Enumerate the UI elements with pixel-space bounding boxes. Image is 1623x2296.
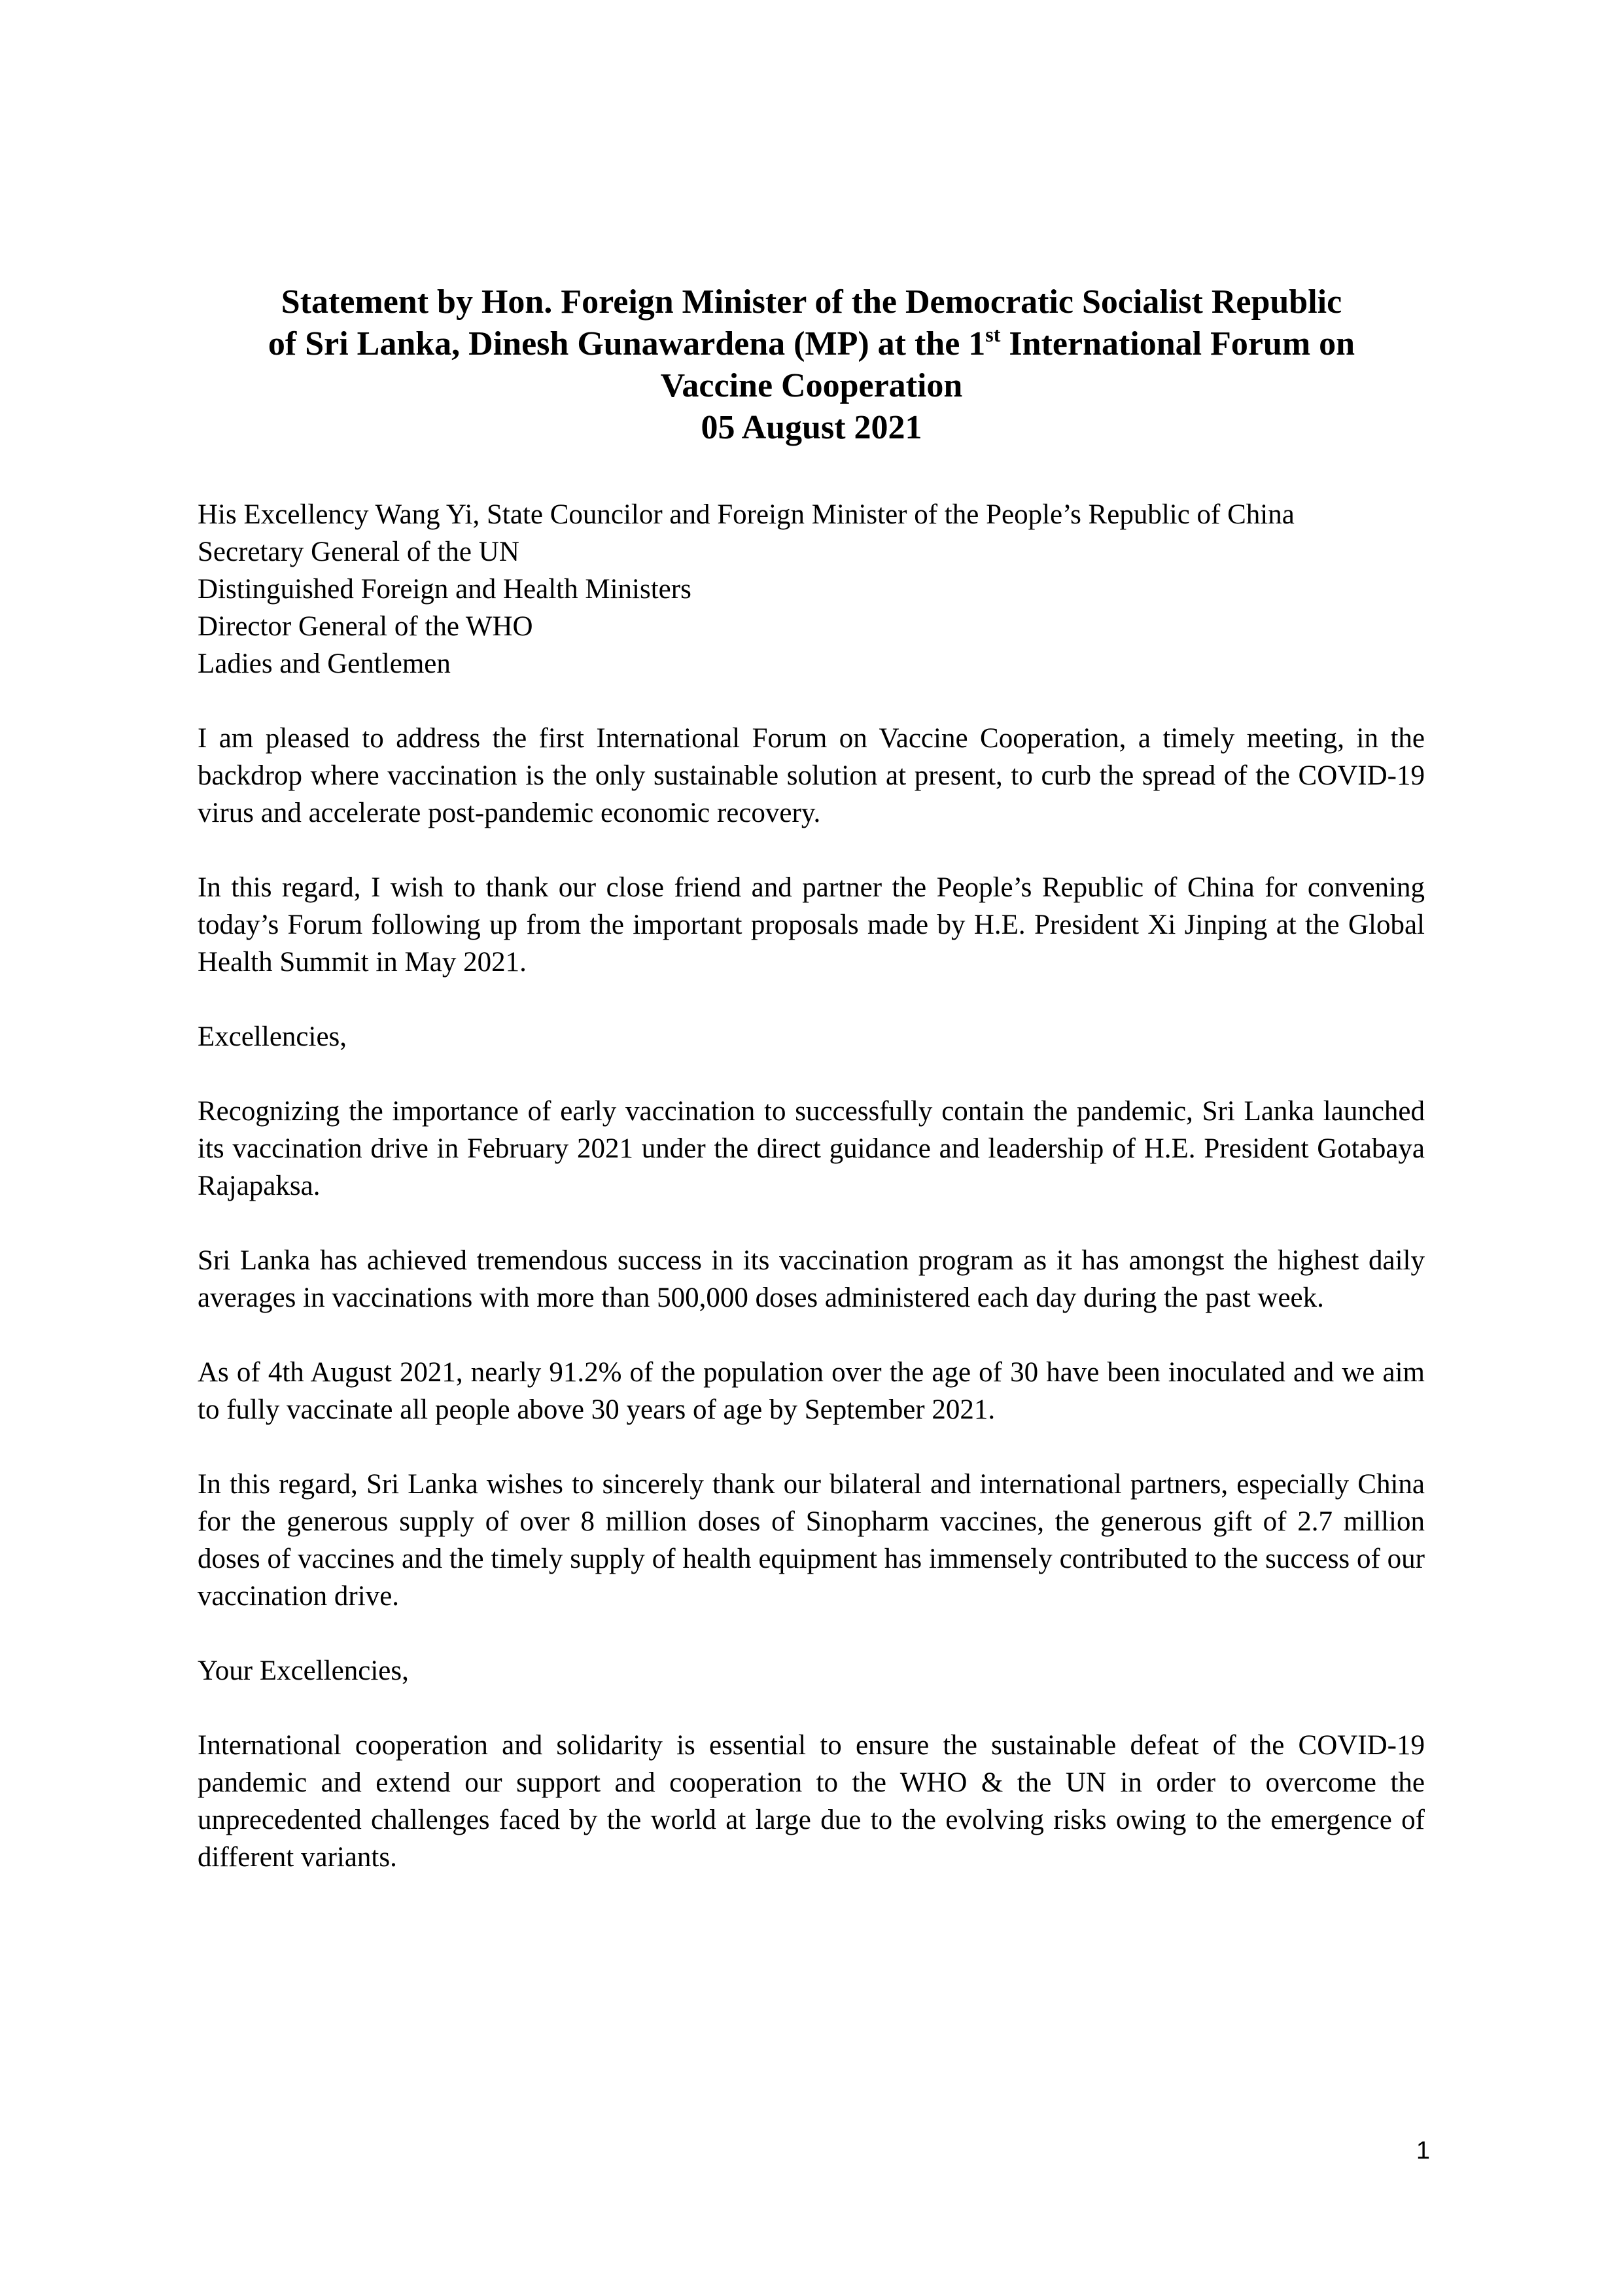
salutation-line: His Excellency Wang Yi, State Councilor and Foreign Minister of the People’s Republic of China xyxy=(198,499,1295,530)
paragraph-vaccination-success: Sri Lanka has achieved tremendous success in its vaccination program as it has amongst the highest daily averages in vaccinations with more than 500,000 doses administered each day during the past week. xyxy=(198,1245,1425,1313)
paragraph-vaccination-coverage: As of 4th August 2021, nearly 91.2% of the population over the age of 30 have been inoculated and we aim to fully vaccinate all people above 30 years of age by September 2021. xyxy=(198,1357,1425,1425)
paragraph-international-cooperation: International cooperation and solidarity is essential to ensure the sustainable defeat of the COVID-19 pandemic and extend our support and cooperation to the WHO & the UN in order to overcome the unprecedented challenges faced by the world at large due to the evolving risks owing to the emergence of different variants. xyxy=(198,1730,1425,1873)
page-number: 1 xyxy=(1416,2137,1430,2164)
salutation-line: Ladies and Gentlemen xyxy=(198,648,451,679)
title-line-2-start: of Sri Lanka, Dinesh Gunawardena (MP) at the 1 xyxy=(268,325,986,362)
paragraph-thanks-china: In this regard, I wish to thank our close friend and partner the People’s Republic of China for convening today’s Forum following up from the important proposals made by H.E. President Xi Jinping at the Global Health Summit in May 2021. xyxy=(198,872,1425,978)
paragraph-opening: I am pleased to address the first International Forum on Vaccine Cooperation, a timely meeting, in the backdrop where vaccination is the only sustainable solution at present, to curb the spread of the COVID-19 virus and accelerate post-pandemic economic recovery. xyxy=(198,723,1425,828)
title-line-2 xyxy=(164,323,1459,365)
address-excellencies: Excellencies, xyxy=(198,1021,347,1052)
statement-date: 05 August 2021 xyxy=(701,409,922,446)
title-line-2-end: International Forum on xyxy=(1000,325,1355,362)
paragraph-vaccination-drive: Recognizing the importance of early vaccination to successfully contain the pandemic, Sri Lanka launched its vaccination drive in February 2021 under the direct guidance and leadership of H.E. President Gotabaya Rajapaksa. xyxy=(198,1096,1425,1201)
salutation-line: Distinguished Foreign and Health Ministers xyxy=(198,574,691,605)
ordinal-suffix: st xyxy=(985,323,1001,346)
statement-title xyxy=(164,281,1459,449)
salutation-line: Secretary General of the UN xyxy=(198,537,519,567)
address-your-excellencies: Your Excellencies, xyxy=(198,1655,409,1686)
title-line-3: Vaccine Cooperation xyxy=(660,367,963,404)
title-line-1: Statement by Hon. Foreign Minister of the Democratic Socialist Republic xyxy=(281,283,1342,321)
paragraph-partner-thanks: In this regard, Sri Lanka wishes to sincerely thank our bilateral and international partners, especially China for the generous supply of over 8 million doses of Sinopharm vaccines, the generous gift of 2.7 million doses of vaccines and the timely supply of health equipment has immensely contributed to the success of our vaccination drive. xyxy=(198,1469,1425,1612)
salutation-block xyxy=(198,496,1425,682)
salutation-line: Director General of the WHO xyxy=(198,611,533,642)
statement-body xyxy=(198,496,1425,1876)
